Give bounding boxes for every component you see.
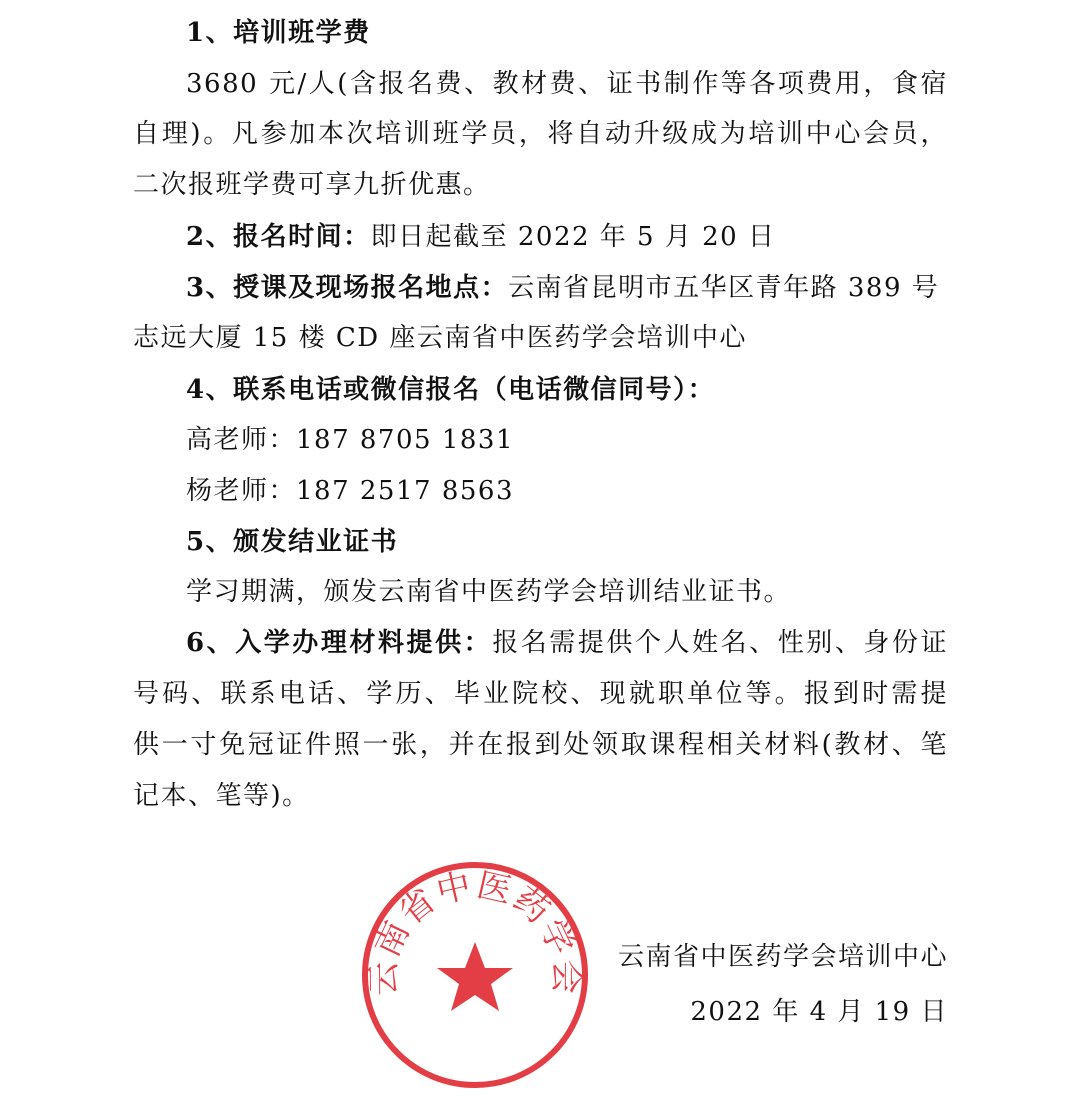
section-1-title-text: 1、培训班学费 — [186, 18, 371, 48]
section-5-title — [186, 522, 948, 562]
official-seal — [360, 860, 590, 1090]
section-3-text: 云南省昆明市五华区青年路 389 号 — [508, 273, 940, 303]
seal-text: 云南省中医药学会 — [363, 865, 587, 996]
section-6-text: 供一寸免冠证件照一张，并在报到处领取课程相关材料(教材、笔 — [133, 730, 948, 760]
section-6-text: 号码、联系电话、学历、毕业院校、现就职单位等。报到时需提 — [133, 679, 948, 709]
section-3-label: 3、授课及现场报名地点： — [186, 273, 509, 303]
section-2 — [186, 217, 948, 257]
section-1-title — [186, 13, 948, 53]
section-3 — [186, 268, 948, 308]
signature-date: 2022 年 4 月 19 日 — [690, 997, 948, 1027]
signature-org: 云南省中医药学会培训中心 — [617, 942, 948, 972]
section-6-label: 6、入学办理材料提供： — [186, 628, 493, 658]
section-5-title-text: 5、颁发结业证书 — [186, 527, 399, 557]
section-2-text: 即日起截至 2022 年 5 月 20 日 — [370, 222, 776, 252]
section-5-text: 学习期满，颁发云南省中医药学会培训结业证书。 — [186, 577, 792, 607]
section-3-text: 志远大厦 15 楼 CD 座云南省中医药学会培训中心 — [133, 323, 747, 353]
section-6-text: 记本、笔等)。 — [133, 781, 310, 811]
star-icon — [437, 942, 513, 1011]
section-2-label: 2、报名时间： — [186, 222, 371, 252]
section-4-title-text: 4、联系电话或微信报名（电话微信同号）： — [186, 375, 716, 405]
contact-yang: 杨老师：187 2517 8563 — [186, 476, 514, 506]
contact-gao: 高老师：187 8705 1831 — [186, 425, 514, 455]
section-1-text: 二次报班学费可享九折优惠。 — [133, 170, 491, 200]
section-4-title — [186, 370, 948, 410]
section-1-text: 自理)。凡参加本次培训班学员，将自动升级成为培训中心会员， — [133, 119, 948, 149]
section-1-text: 3680 元/人(含报名费、教材费、证书制作等各项费用，食宿 — [186, 69, 948, 99]
section-6 — [186, 623, 948, 663]
section-6-text: 报名需提供个人姓名、性别、身份证 — [492, 628, 948, 658]
